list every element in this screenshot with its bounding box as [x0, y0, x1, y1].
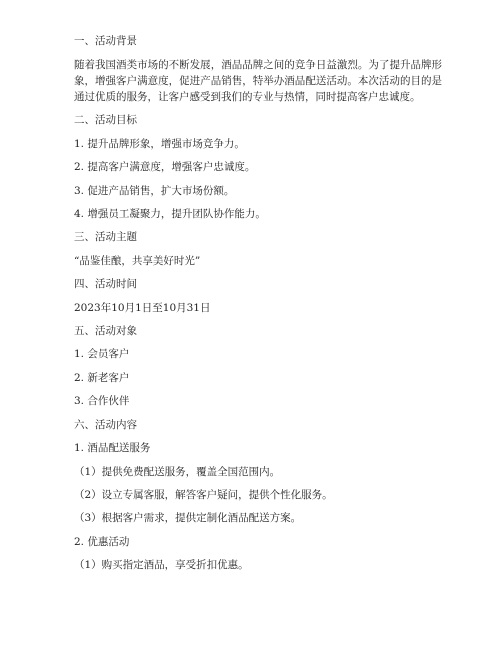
goal-item: 3. 促进产品销售，扩大市场份额。 [74, 184, 235, 197]
theme-text: “品鉴佳酿，共享美好时光” [74, 254, 201, 267]
goal-item: 4. 增强员工凝聚力，提升团队协作能力。 [74, 208, 266, 221]
section-heading-theme: 三、活动主题 [74, 231, 137, 244]
audience-item: 2. 新老客户 [74, 371, 130, 384]
content-item: 1. 酒品配送服务 [74, 442, 151, 455]
goal-item: 1. 提升品牌形象，增强市场竞争力。 [74, 137, 245, 150]
time-text: 2023年10月1日至10月31日 [74, 301, 211, 314]
section-heading-background: 一、活动背景 [74, 35, 137, 47]
section-heading-content: 六、活动内容 [74, 418, 137, 431]
section-heading-goals: 二、活动目标 [74, 114, 137, 127]
background-paragraph: 随着我国酒类市场的不断发展，酒品品牌之间的竞争日益激烈。为了提升品牌形象，增强客户满意度，促进产品销售，特举办酒品配送活动。本次活动的目的是通过优质的服务，让客户感受到我们的专业与热情，同时提高客户忠诚度。 [74, 59, 442, 104]
content-subitem: （1）购买指定酒品，享受折扣优惠。 [74, 559, 249, 572]
audience-item: 3. 合作伙伴 [74, 395, 130, 408]
content-item: 2. 优惠活动 [74, 535, 130, 548]
goal-item: 2. 提高客户满意度，增强客户忠诚度。 [74, 161, 256, 174]
section-heading-time: 四、活动时间 [74, 278, 137, 291]
audience-item: 1. 会员客户 [74, 348, 130, 361]
content-subitem: （2）设立专属客服，解答客户疑问，提供个性化服务。 [74, 488, 333, 501]
content-subitem: （3）根据客户需求，提供定制化酒品配送方案。 [74, 512, 302, 525]
content-subitem: （1）提供免费配送服务，覆盖全国范围内。 [74, 465, 281, 478]
section-heading-audience: 五、活动对象 [74, 325, 137, 338]
